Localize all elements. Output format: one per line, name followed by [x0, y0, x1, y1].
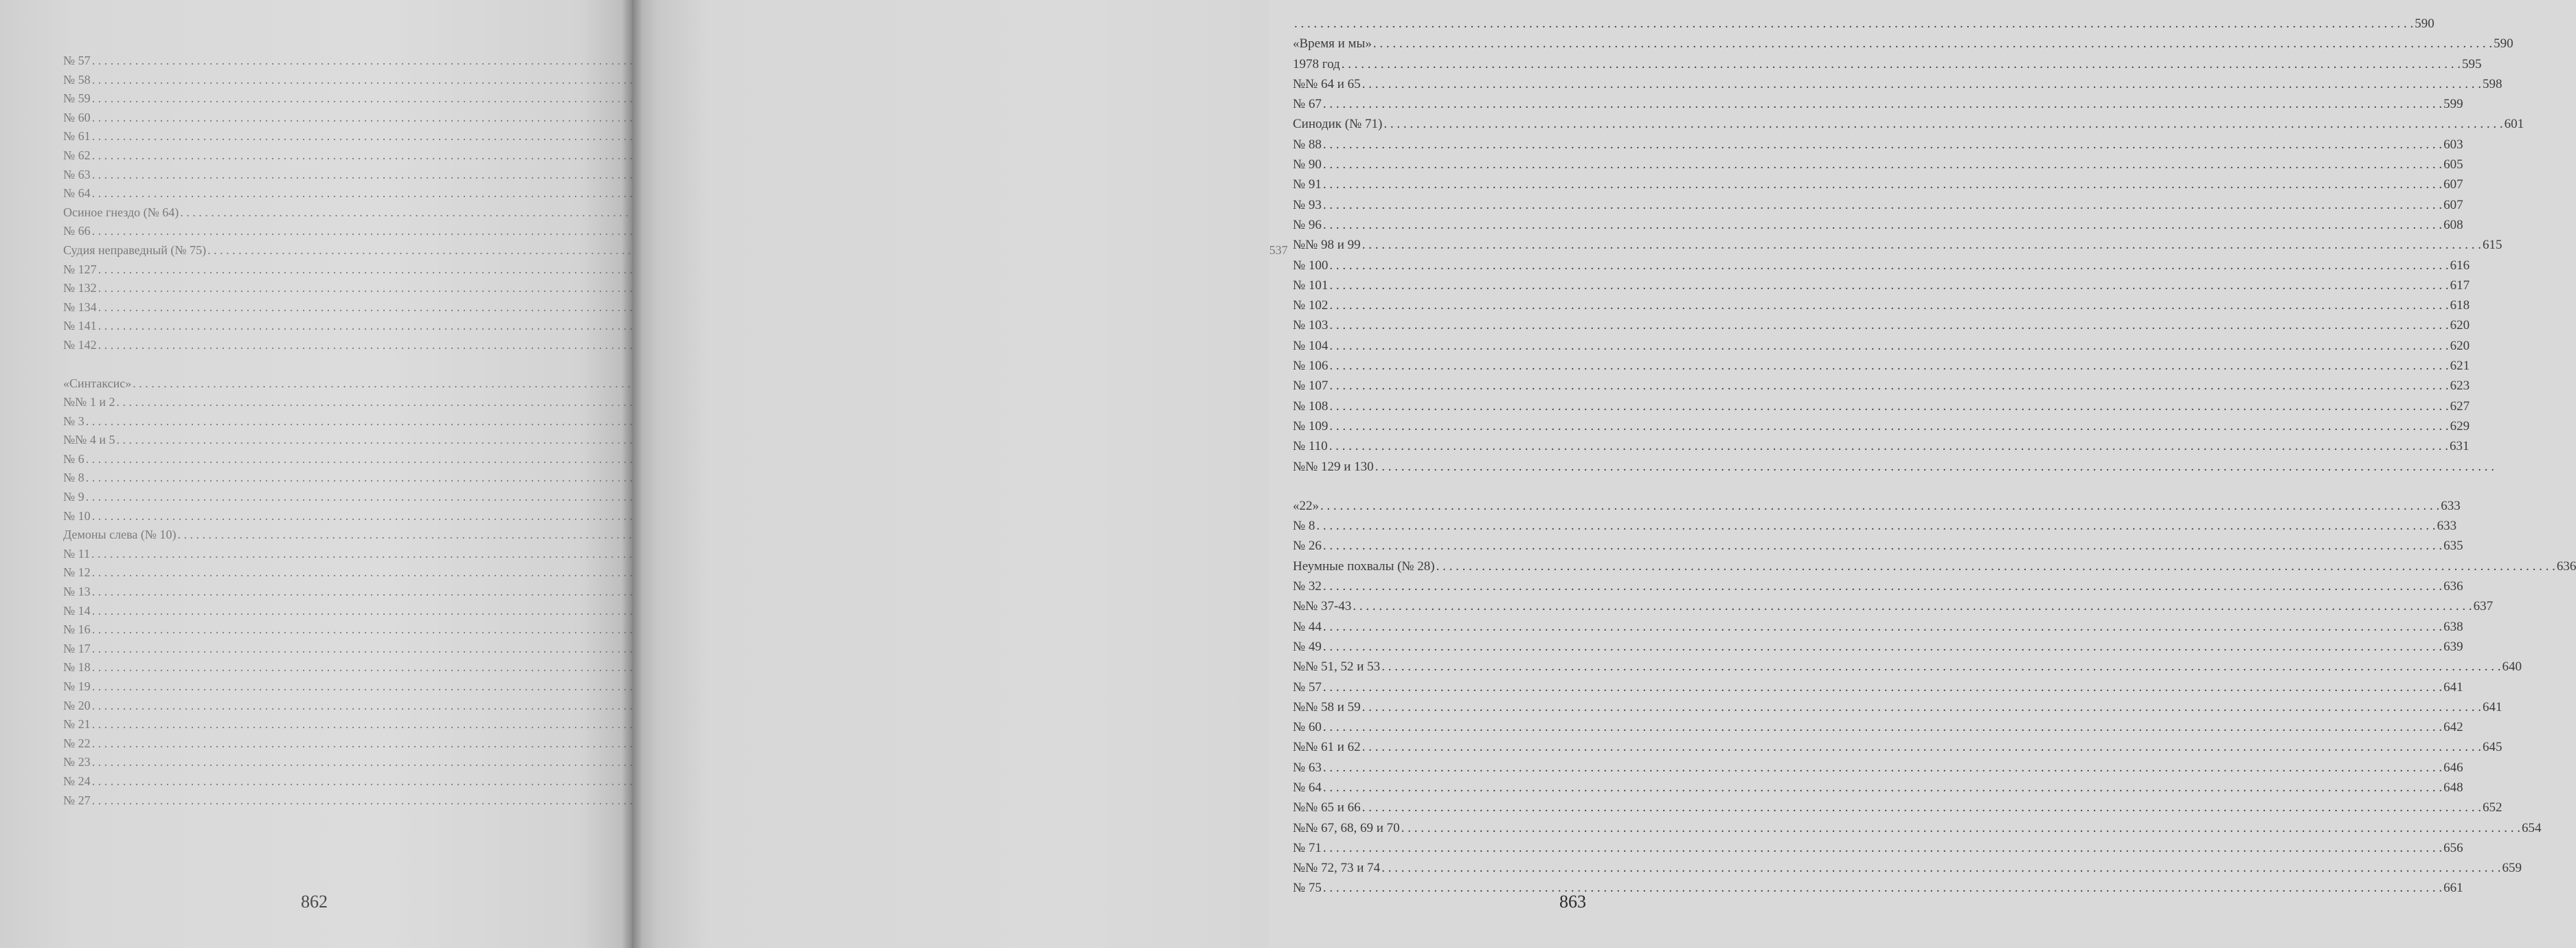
toc-entry-page: 629 [2450, 418, 2470, 433]
toc-entry [1293, 818, 2542, 838]
toc-entry-title: № 101 [1293, 278, 1329, 293]
toc-entry-page: 617 [2450, 278, 2470, 293]
toc-entry [1293, 416, 2470, 436]
dot-leader [1383, 114, 2502, 134]
toc-entry-title: №№ 98 и 99 [1293, 238, 1361, 253]
toc-entry-page: 633 [2437, 519, 2457, 534]
toc-entry-title: № 6 [63, 451, 84, 466]
toc-entry [1293, 195, 2463, 215]
toc-entry [1293, 838, 2463, 858]
toc-entry [1293, 74, 2502, 94]
toc-entry-title: № 57 [1293, 679, 1322, 695]
toc-entry [63, 431, 577, 450]
toc-entry-page: 638 [2443, 619, 2463, 634]
toc-entry [1293, 155, 2463, 174]
page-number-right: 863 [1559, 892, 1586, 912]
toc-entry-title: № 107 [1293, 379, 1329, 394]
toc-entry-page: 627 [2450, 398, 2470, 414]
toc-entry-page: 661 [2443, 881, 2463, 896]
toc-entry-page: 659 [2502, 861, 2522, 876]
dot-leader [1329, 416, 2448, 436]
toc-entry [1293, 295, 2470, 315]
toc-entry-title: Осиное гнездо (№ 64) [63, 205, 179, 219]
toc-group [1293, 14, 2524, 477]
toc-entry-title: № 67 [1293, 97, 1322, 112]
toc-entry [63, 317, 577, 336]
toc-entry-page: 590 [2494, 36, 2513, 52]
toc-entry-page: 646 [2443, 760, 2463, 775]
dot-leader [1329, 436, 2448, 456]
dot-leader [1323, 878, 2442, 898]
toc-entry [63, 222, 577, 241]
toc-entry [1293, 376, 2470, 396]
toc-entry [1293, 135, 2463, 155]
toc-entry-page: 635 [2443, 539, 2463, 554]
toc-entry-title: № 100 [1293, 258, 1329, 273]
dot-leader [1329, 315, 2448, 335]
toc-entry-title: № 66 [63, 224, 91, 238]
dot-leader [1329, 376, 2448, 396]
dot-leader [1323, 135, 2442, 155]
toc-entry-title: № 16 [63, 622, 91, 637]
toc-entry [63, 526, 577, 545]
toc-entry [63, 545, 577, 564]
toc-entry [63, 71, 577, 90]
toc-entry-title: №№ 65 и 66 [1293, 800, 1361, 815]
toc-entry [1293, 717, 2463, 737]
toc-entry [1293, 778, 2463, 798]
toc-entry-title: № 71 [1293, 840, 1322, 855]
toc-entry-page: 640 [2502, 659, 2522, 675]
toc-entry [63, 488, 577, 507]
toc-entry-title: № 20 [63, 698, 91, 712]
toc-entry-title: № 61 [63, 129, 91, 144]
toc-entry [63, 412, 577, 431]
toc-entry-page: 648 [2443, 780, 2463, 795]
toc-entry-title: №№ 67, 68, 69 и 70 [1293, 820, 1400, 835]
toc-entry [1293, 657, 2522, 677]
toc-entry-title: № 27 [63, 793, 91, 807]
toc-entry [1293, 457, 1851, 477]
toc-entry-title: № 109 [1293, 418, 1329, 433]
toc-entry [1293, 256, 2470, 275]
toc-entry [1293, 677, 2463, 697]
toc-entry [1293, 34, 2513, 54]
toc-entry [1293, 94, 2463, 114]
toc-entry-title: № 104 [1293, 338, 1329, 353]
toc-entry-title: № 32 [1293, 579, 1322, 594]
dot-leader [1323, 838, 2442, 858]
left-toc [63, 52, 1288, 810]
dot-leader [1323, 174, 2442, 194]
dot-leader [1323, 637, 2442, 657]
toc-entry-title: № 44 [1293, 619, 1322, 634]
toc-entry [1293, 758, 2463, 778]
toc-entry-title: Синодик (№ 71) [1293, 117, 1383, 132]
toc-entry-title: № 60 [1293, 720, 1322, 735]
dot-leader [1401, 818, 2520, 838]
toc-entry [63, 469, 577, 488]
dot-leader [1294, 14, 2413, 34]
toc-entry-title: № 63 [63, 167, 91, 181]
toc-entry [1293, 496, 2461, 516]
toc-entry [63, 374, 577, 394]
dot-leader [1373, 34, 2492, 54]
toc-entry [63, 89, 577, 109]
dot-leader [1353, 596, 2472, 616]
toc-entry-title: № 8 [63, 471, 84, 485]
dot-leader [1323, 94, 2442, 114]
toc-entry [63, 658, 577, 677]
toc-entry-title: № 64 [1293, 780, 1322, 795]
toc-entry-title: «22» [1293, 498, 1319, 513]
toc-entry-title: № 141 [63, 319, 97, 333]
toc-entry-title: №№ 64 и 65 [1293, 76, 1361, 91]
toc-entry [63, 507, 577, 526]
toc-entry-page: 595 [2461, 56, 2482, 71]
toc-entry-title: № 63 [1293, 760, 1322, 775]
toc-entry-page: 642 [2443, 720, 2463, 735]
toc-entry-page: 603 [2443, 137, 2463, 152]
toc-entry [63, 620, 577, 640]
toc-entry-title: № 93 [1293, 197, 1322, 212]
dot-leader [1323, 215, 2442, 235]
toc-entry [63, 602, 577, 621]
toc-entry [1293, 315, 2470, 335]
toc-entry-title: № 24 [63, 774, 91, 788]
toc-entry-title: № 11 [63, 546, 91, 561]
toc-entry-title: №№ 129 и 130 [1293, 459, 1374, 474]
toc-entry [63, 166, 577, 185]
toc-group [63, 52, 1288, 355]
toc-entry-page: 590 [2415, 16, 2434, 31]
toc-entry [63, 791, 577, 811]
toc-entry-page: 607 [2443, 197, 2463, 212]
toc-entry [1293, 336, 2470, 356]
toc-entry-page: 656 [2443, 840, 2463, 855]
dot-leader [1362, 74, 2481, 94]
toc-entry-title: № 3 [63, 414, 84, 428]
toc-entry-title: № 58 [63, 72, 91, 87]
dot-leader [1323, 677, 2442, 697]
toc-entry [1293, 737, 2502, 757]
toc-entry-page: 598 [2482, 76, 2502, 91]
toc-entry-title: № 10 [63, 508, 91, 523]
dot-leader [1329, 256, 2448, 275]
toc-entry-page: 636 [2443, 579, 2463, 594]
dot-leader [1436, 556, 2555, 576]
dot-leader [1381, 858, 2500, 878]
toc-entry-title: № 26 [1293, 539, 1322, 554]
toc-entry-page: 621 [2450, 359, 2470, 374]
toc-entry-title: № 75 [1293, 881, 1322, 896]
toc-entry [63, 260, 577, 280]
toc-entry [1293, 798, 2502, 817]
toc-entry [63, 146, 577, 166]
toc-entry-title: № 142 [63, 337, 97, 352]
toc-entry [1293, 858, 2522, 878]
toc-entry-page: 652 [2482, 800, 2502, 815]
toc-entry [1293, 235, 2502, 255]
toc-entry-title: № 96 [1293, 217, 1322, 232]
toc-entry [1293, 356, 2470, 376]
toc-entry-title: №№ 4 и 5 [63, 433, 115, 447]
toc-entry-title: №№ 72, 73 и 74 [1293, 861, 1381, 876]
toc-entry-title: №№ 51, 52 и 53 [1293, 659, 1381, 675]
toc-entry-page: 601 [2504, 117, 2524, 132]
toc-entry [1293, 396, 2470, 416]
toc-entry [63, 563, 577, 583]
toc-entry [1293, 516, 2457, 536]
toc-entry [1293, 697, 2502, 717]
toc-entry [63, 127, 577, 146]
toc-entry [63, 241, 1288, 260]
dot-leader [1323, 576, 2442, 596]
toc-entry-page: 636 [2556, 558, 2576, 574]
toc-entry [1293, 617, 2463, 637]
toc-entry-page: 641 [2443, 679, 2463, 695]
toc-entry [1293, 637, 2463, 657]
toc-entry-title: №№ 58 и 59 [1293, 699, 1361, 714]
toc-entry-title: № 110 [1293, 439, 1328, 454]
toc-entry-title: 1978 год [1293, 56, 1340, 71]
toc-entry-title: Судия неправедный (№ 75) [63, 242, 207, 257]
toc-entry-page: 616 [2450, 258, 2470, 273]
dot-leader [1323, 778, 2442, 798]
toc-entry-title: № 14 [63, 603, 91, 618]
toc-entry [1293, 275, 2470, 295]
dot-leader [1362, 697, 2481, 717]
toc-entry-title: № 18 [63, 660, 91, 675]
toc-entry [63, 336, 577, 355]
dot-leader [1323, 155, 2442, 174]
toc-entry [1293, 114, 2524, 134]
toc-entry-title: № 127 [63, 262, 97, 276]
toc-entry [63, 298, 577, 317]
dot-leader [1323, 617, 2442, 637]
toc-entry [1293, 14, 2434, 34]
toc-entry [1293, 536, 2463, 556]
dot-leader [1323, 195, 2442, 215]
toc-entry-title: № 8 [1293, 519, 1315, 534]
toc-entry [63, 772, 577, 791]
toc-entry-title: № 9 [63, 490, 84, 504]
toc-entry [1293, 174, 2463, 194]
toc-entry-title: Неумные похвалы (№ 28) [1293, 558, 1435, 574]
toc-entry [63, 697, 577, 716]
toc-entry-title: № 23 [63, 755, 91, 769]
toc-entry-title: Демоны слева (№ 10) [63, 528, 177, 542]
toc-entry [63, 52, 577, 71]
toc-entry-title: №№ 37-43 [1293, 599, 1352, 614]
toc-entry-title: № 21 [63, 717, 91, 732]
toc-entry [63, 203, 577, 223]
toc-entry-title: № 132 [63, 281, 97, 295]
toc-entry-page: 641 [2482, 699, 2502, 714]
toc-entry [1293, 556, 2576, 576]
toc-entry [63, 640, 577, 659]
toc-entry-title: № 12 [63, 565, 91, 580]
toc-entry [63, 279, 577, 298]
toc-entry-page: 631 [2449, 439, 2470, 454]
toc-entry-page: 633 [2441, 498, 2461, 513]
toc-entry-title: № 62 [63, 148, 91, 162]
toc-entry-title: № 19 [63, 679, 91, 693]
toc-group [63, 374, 577, 811]
dot-leader [1329, 356, 2448, 376]
toc-entry-title: № 13 [63, 585, 91, 599]
toc-entry-title: № 90 [1293, 157, 1322, 172]
toc-entry-title: № 49 [1293, 639, 1322, 654]
toc-entry-title: «Время и мы» [1293, 36, 1372, 52]
toc-entry-page: 537 [1269, 242, 1288, 257]
toc-entry-title: № 108 [1293, 398, 1329, 414]
toc-entry-page: 654 [2521, 820, 2542, 835]
toc-entry-title: № 60 [63, 110, 91, 124]
toc-entry [1293, 596, 2494, 616]
dot-leader [1320, 496, 2439, 516]
toc-entry-page: 618 [2450, 298, 2470, 313]
toc-entry [63, 109, 577, 128]
dot-leader [1316, 516, 2435, 536]
toc-entry-page: 623 [2450, 379, 2470, 394]
toc-entry [1293, 215, 2463, 235]
dot-leader [1342, 54, 2461, 74]
toc-entry [63, 184, 577, 203]
toc-entry-title: № 64 [63, 186, 91, 201]
toc-entry-title: № 59 [63, 91, 91, 106]
toc-entry [63, 753, 577, 772]
page-number-left: 862 [301, 892, 328, 912]
toc-entry-title: №№ 1 и 2 [63, 395, 115, 409]
toc-entry-title: № 106 [1293, 359, 1329, 374]
toc-entry [63, 734, 577, 754]
dot-leader [1362, 798, 2481, 817]
dot-leader [1329, 336, 2448, 356]
dot-leader [1329, 295, 2448, 315]
toc-entry-title: №№ 61 и 62 [1293, 740, 1361, 755]
toc-entry [63, 715, 577, 734]
toc-entry-title: № 103 [1293, 318, 1329, 333]
dot-leader [1323, 717, 2442, 737]
toc-entry-page: 639 [2443, 639, 2463, 654]
dot-leader [1329, 396, 2448, 416]
toc-entry-title: «Синтаксис» [63, 376, 132, 390]
toc-entry [1293, 436, 2470, 456]
dot-leader [1375, 457, 2494, 477]
toc-entry-page: 620 [2450, 318, 2470, 333]
toc-entry-page: 645 [2482, 740, 2502, 755]
toc-entry-page: 605 [2443, 157, 2463, 172]
dot-leader [1362, 737, 2481, 757]
dot-leader [1381, 657, 2500, 677]
toc-entry-page: 607 [2443, 177, 2463, 192]
toc-entry [63, 583, 577, 602]
toc-entry-page: 637 [2473, 599, 2494, 614]
toc-entry-title: № 102 [1293, 298, 1329, 313]
dot-leader [1362, 235, 2481, 255]
toc-entry [63, 677, 577, 697]
toc-entry [63, 450, 577, 469]
toc-entry-page: 599 [2443, 97, 2463, 112]
toc-entry-title: № 57 [63, 54, 91, 67]
toc-entry-title: № 91 [1293, 177, 1322, 192]
dot-leader [1323, 536, 2442, 556]
toc-entry [1293, 576, 2463, 596]
toc-entry-page: 615 [2482, 238, 2502, 253]
toc-entry-title: № 22 [63, 736, 91, 750]
toc-entry-page: 608 [2443, 217, 2463, 232]
toc-entry-page: 620 [2450, 338, 2470, 353]
toc-entry [1293, 54, 2482, 74]
dot-leader [1329, 275, 2448, 295]
toc-group [1293, 496, 2576, 899]
toc-entry-title: № 17 [63, 641, 91, 655]
right-toc [1293, 14, 2576, 899]
toc-entry [63, 393, 577, 412]
toc-entry-title: № 134 [63, 300, 97, 314]
dot-leader [1323, 758, 2442, 778]
toc-entry-title: № 88 [1293, 137, 1322, 152]
